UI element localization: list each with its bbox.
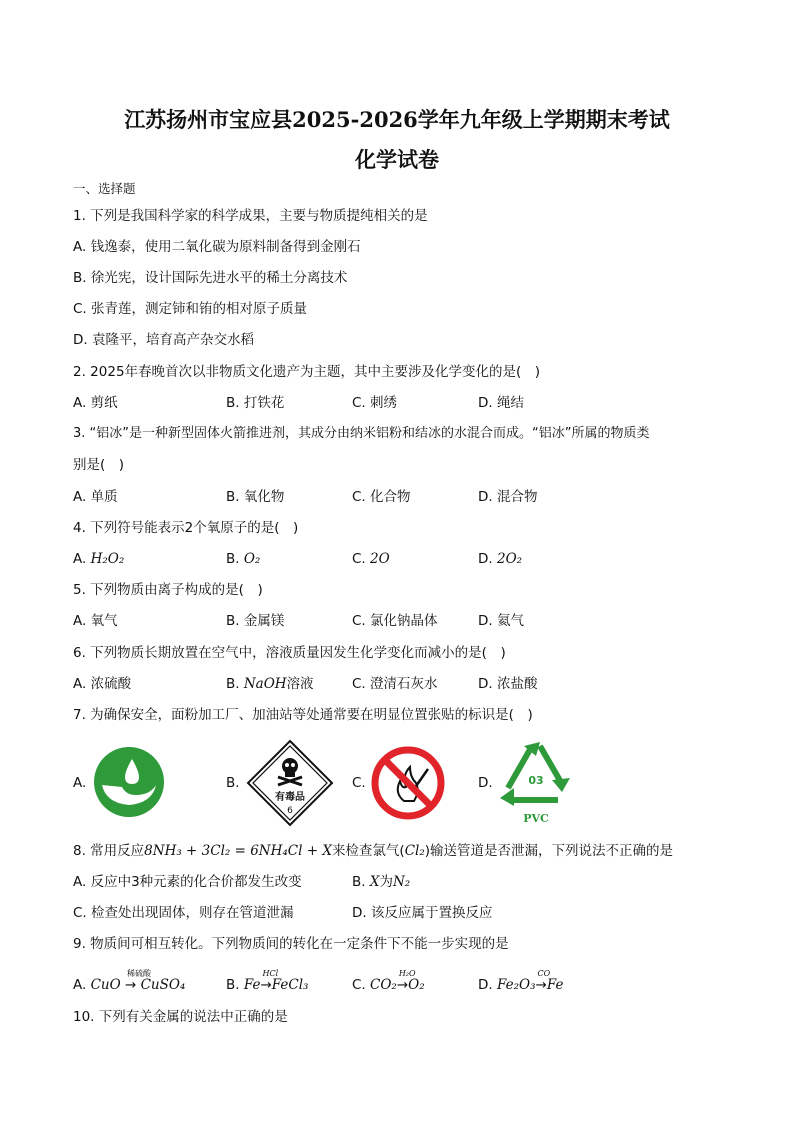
question-3-stem: 3. “铝冰”是一种新型固体火箭推进剂，其成分由纳米铝粉和结冰的水混合而成。“铝冰”所属的物质类 — [73, 426, 650, 441]
question-4-option-d[interactable]: D. 2O₂ — [478, 551, 523, 567]
water-saving-icon[interactable] — [92, 745, 166, 819]
toxic-label: 有毒品 — [275, 792, 305, 803]
question-4-stem: 4. 下列符号能表示2个氧原子的是( ) — [73, 520, 299, 536]
question-4-option-b[interactable]: B. O₂ — [226, 551, 261, 567]
question-2-option-c[interactable]: C. 刺绣 — [352, 395, 398, 411]
question-2-option-a[interactable]: A. 剪纸 — [73, 395, 118, 411]
question-1-option-c[interactable]: C. 张青莲，测定铈和铕的相对原子质量 — [73, 301, 308, 317]
question-1-option-d[interactable]: D. 袁隆平，培育高产杂交水稻 — [73, 332, 254, 348]
question-8-option-b[interactable]: B. X为N₂ — [352, 874, 411, 890]
question-8-option-c[interactable]: C. 检查处出现固体，则存在管道泄漏 — [73, 905, 294, 921]
question-6-option-c[interactable]: C. 澄清石灰水 — [352, 676, 438, 692]
section-heading: 一、选择题 — [73, 181, 136, 196]
question-8-option-a[interactable]: A. 反应中3种元素的化合价都发生改变 — [73, 874, 302, 890]
question-3-option-b[interactable]: B. 氧化物 — [226, 489, 285, 505]
question-5-option-d[interactable]: D. 氦气 — [478, 613, 524, 629]
question-1-option-b[interactable]: B. 徐光宪，设计国际先进水平的稀土分离技术 — [73, 270, 348, 286]
question-7-option-c-label[interactable]: C. — [352, 775, 366, 791]
reaction-equation: 8NH₃ + 3Cl₂ = 6NH₄Cl + X — [144, 843, 332, 859]
question-3-option-d[interactable]: D. 混合物 — [478, 489, 538, 505]
question-4-option-a[interactable]: A. H₂O₂ — [73, 551, 125, 567]
question-2-option-b[interactable]: B. 打铁花 — [226, 395, 285, 411]
question-7-option-a-label[interactable]: A. — [73, 775, 87, 791]
question-7-option-d-label[interactable]: D. — [478, 775, 493, 791]
exam-title: 江苏扬州市宝应县2025-2026学年九年级上学期期末考试 — [124, 107, 670, 132]
no-fire-icon[interactable] — [370, 745, 446, 821]
question-7-stem: 7. 为确保安全，面粉加工厂、加油站等处通常要在明显位置张贴的标识是( ) — [73, 707, 533, 723]
question-5-option-b[interactable]: B. 金属镁 — [226, 613, 285, 629]
question-3-option-c[interactable]: C. 化合物 — [352, 489, 411, 505]
toxic-substance-icon[interactable] — [246, 739, 334, 827]
question-6-option-a[interactable]: A. 浓硫酸 — [73, 676, 132, 692]
question-3-stem-cont: 别是( ) — [73, 457, 125, 473]
question-5-option-a[interactable]: A. 氧气 — [73, 613, 118, 629]
question-10-stem: 10. 下列有关金属的说法中正确的是 — [73, 1009, 288, 1025]
question-5-option-c[interactable]: C. 氯化钠晶体 — [352, 613, 438, 629]
question-3-option-a[interactable]: A. 单质 — [73, 489, 118, 505]
question-7-option-b-label[interactable]: B. — [226, 775, 240, 791]
question-9-option-d[interactable]: D. Fe₂O₃ CO →Fe — [478, 969, 564, 993]
question-1-stem: 1. 下列是我国科学家的科学成果，主要与物质提纯相关的是 — [73, 208, 428, 224]
question-6-option-d[interactable]: D. 浓盐酸 — [478, 676, 538, 692]
question-9-option-b[interactable]: B. Fe HCl →FeCl₃ — [226, 969, 309, 993]
question-2-option-d[interactable]: D. 绳结 — [478, 395, 524, 411]
question-8-stem: 8. 常用反应8NH₃ + 3Cl₂ = 6NH₄Cl + X来检查氯气(Cl₂)输送管道是否泄漏，下列说法不正确的是 — [73, 843, 674, 859]
question-8-option-d[interactable]: D. 该反应属于置换反应 — [352, 905, 493, 921]
question-9-option-c[interactable]: C. CO₂ H₂O →O₂ — [352, 969, 425, 993]
question-1-option-a[interactable]: A. 钱逸泰，使用二氧化碳为原料制备得到金刚石 — [73, 239, 361, 255]
question-9-option-a[interactable]: A. CuO 稀硫酸 → CuSO₄ — [73, 969, 186, 993]
question-4-option-c[interactable]: C. 2O — [352, 551, 390, 567]
toxic-class-number: 6 — [287, 806, 293, 816]
recycle-label: PVC — [523, 812, 549, 825]
recycle-number: 03 — [528, 774, 544, 787]
question-6-stem: 6. 下列物质长期放置在空气中，溶液质量因发生化学变化而减小的是( ) — [73, 645, 506, 661]
question-5-stem: 5. 下列物质由离子构成的是( ) — [73, 582, 263, 598]
exam-subtitle: 化学试卷 — [355, 147, 439, 172]
question-9-stem: 9. 物质间可相互转化。下列物质间的转化在一定条件下不能一步实现的是 — [73, 936, 509, 952]
recycle-pvc-icon[interactable] — [496, 740, 576, 828]
question-2-stem: 2. 2025年春晚首次以非物质文化遗产为主题，其中主要涉及化学变化的是( ) — [73, 364, 541, 380]
question-6-option-b[interactable]: B. NaOH溶液 — [226, 676, 314, 692]
